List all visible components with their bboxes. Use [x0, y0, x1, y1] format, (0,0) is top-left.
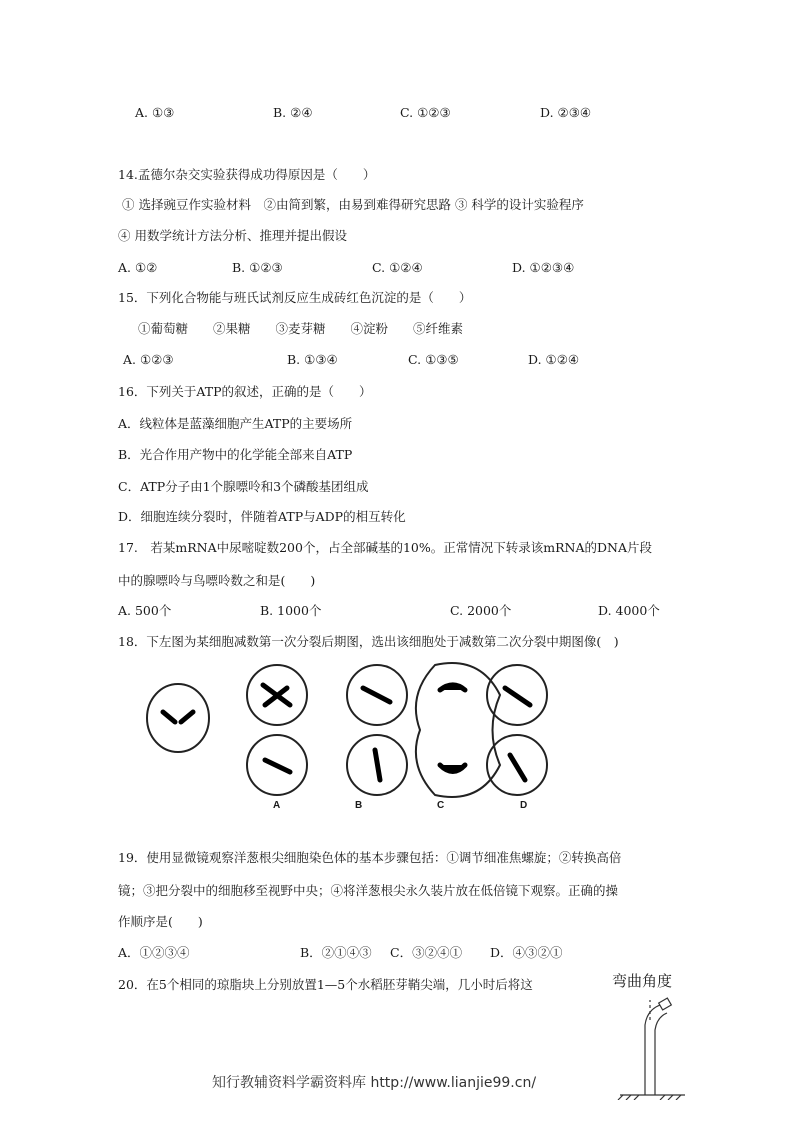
- q13-option-d: D. ②③④: [540, 105, 592, 120]
- q17-option-d: D. 4000个: [598, 603, 660, 618]
- q16-option-c: C．ATP分子由1个腺嘌呤和3个磷酸基团组成: [118, 479, 369, 494]
- q15-option-a: A. ①②③: [123, 352, 174, 367]
- cell-division-figure: [135, 660, 575, 800]
- q14-line1: ① 选择豌豆作实验材料 ②由简到繁，由易到难得研究思路 ③ 科学的设计实验程序: [122, 197, 584, 212]
- q17-option-c: C. 2000个: [450, 603, 512, 618]
- figure-label-d: D: [520, 800, 528, 811]
- q13-option-a: A. ①③: [135, 105, 175, 120]
- meiosis-anaphase-cell: [147, 684, 209, 752]
- q17-line1: 17. 若某mRNA中尿嘧啶数200个，占全部碱基的10%。正常情况下转录该mRNA的DNA片段: [118, 540, 652, 555]
- q16-stem: 16．下列关于ATP的叙述，正确的是（ ）: [118, 384, 372, 399]
- q16-option-b: B．光合作用产物中的化学能全部来自ATP: [118, 447, 353, 462]
- q19-option-b: B．②①④③: [300, 945, 372, 960]
- q19-line3: 作顺序是( ): [118, 914, 203, 929]
- q16-option-a: A．线粒体是蓝藻细胞产生ATP的主要场所: [118, 416, 353, 431]
- q13-option-c: C. ①②③: [400, 105, 451, 120]
- q19-line1: 19．使用显微镜观察洋葱根尖细胞染色体的基本步骤包括：①调节细准焦螺旋；②转换高倍: [118, 850, 622, 865]
- q14-stem: 14.孟德尔杂交实验获得成功得原因是（ ）: [118, 167, 376, 182]
- q16-option-d: D．细胞连续分裂时，伴随着ATP与ADP的相互转化: [118, 509, 406, 524]
- q14-option-a: A. ①②: [118, 260, 158, 275]
- q18-stem: 18．下左图为某细胞减数第一次分裂后期图，选出该细胞处于减数第二次分裂中期图像( ): [118, 634, 619, 649]
- q13-option-b: B. ②④: [273, 105, 313, 120]
- q15-stem: 15．下列化合物能与班氏试剂反应生成砖红色沉淀的是（ ）: [118, 290, 472, 305]
- figure-label-b: B: [355, 800, 363, 811]
- q15-option-b: B. ①③④: [287, 352, 338, 367]
- q14-option-b: B. ①②③: [232, 260, 283, 275]
- coleoptile-figure: [615, 995, 690, 1100]
- q19-option-d: D．④③②①: [490, 945, 563, 960]
- q14-option-c: C. ①②④: [372, 260, 423, 275]
- q14-option-d: D. ①②③④: [512, 260, 575, 275]
- q19-option-a: A．①②③④: [118, 945, 190, 960]
- q17-option-a: A. 500个: [118, 603, 172, 618]
- figure-label-c: C: [437, 800, 445, 811]
- q17-line2: 中的腺嘌呤与鸟嘌呤数之和是( ): [118, 573, 316, 588]
- q19-line2: 镜；③把分裂中的细胞移至视野中央；④将洋葱根尖永久装片放在低倍镜下观察。正确的操: [118, 883, 619, 898]
- q20-line1: 20．在5个相同的琼脂块上分别放置1—5个水稻胚芽鞘尖端，几小时后将这: [118, 977, 533, 992]
- bend-angle-label: 弯曲角度: [612, 972, 673, 990]
- q15-option-d: D. ①②④: [528, 352, 580, 367]
- figure-label-a: A: [273, 800, 281, 811]
- q19-option-c: C．③②④①: [390, 945, 463, 960]
- q15-option-c: C. ①③⑤: [408, 352, 459, 367]
- q15-items: ①葡萄糖 ②果糖 ③麦芽糖 ④淀粉 ⑤纤维素: [138, 321, 464, 336]
- footer-watermark: 知行教辅资料学霸资料库 http://www.lianjie99.cn/: [212, 1075, 537, 1091]
- q17-option-b: B. 1000个: [260, 603, 322, 618]
- q14-line2: ④ 用数学统计方法分析、推理并提出假设: [118, 228, 347, 243]
